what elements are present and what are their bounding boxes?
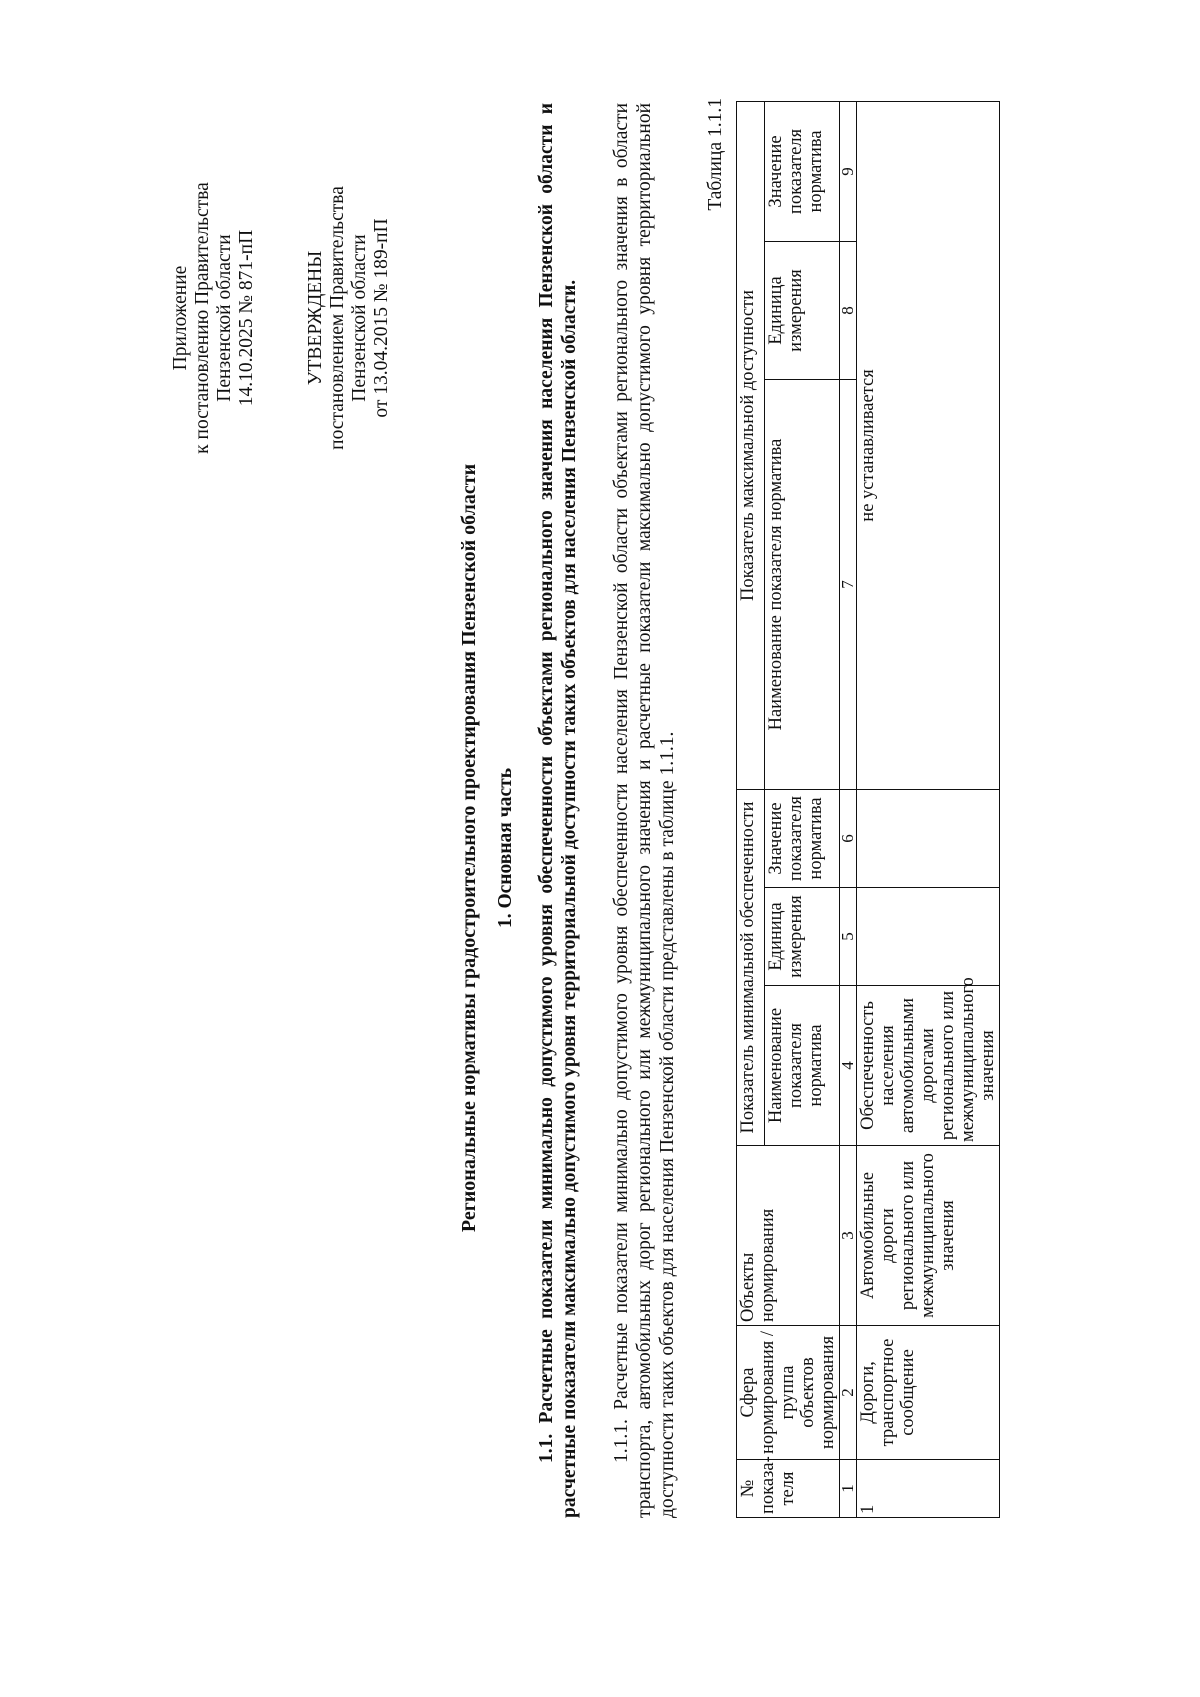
column-index: 1: [840, 1460, 857, 1518]
cell-min-unit: [857, 888, 1000, 986]
header-max-value: Значение показателя норматива: [764, 101, 839, 241]
header-max-name: Наименование показателя норматива: [764, 380, 839, 790]
approval-line: Пензенской области: [349, 234, 370, 402]
approval-approved-block: [305, 103, 393, 533]
cell-min-value: [857, 790, 1000, 888]
approval-line: к постановлению Правительства: [192, 182, 213, 454]
subsection-heading: 1.1. Расчетные показатели минимально допустимого уровня обеспеченности объектами регионального значения населения Пензенской области и расчетные показатели максимально допустимого уровня территориальной доступности таких объектов для населения Пензенской области.: [536, 103, 580, 1518]
column-index: 6: [840, 790, 857, 888]
approval-line: постановлением Правительства: [327, 186, 348, 450]
cell-max-merged: не устанавливается: [857, 101, 1000, 789]
norms-table: [736, 101, 1000, 1518]
header-min-value: Значение показателя норматива: [764, 790, 839, 888]
header-max-unit: Единица измерения: [764, 242, 839, 380]
column-index: 3: [840, 1146, 857, 1326]
column-index: 5: [840, 888, 857, 986]
approval-line: УТВЕРЖДЕНЫ: [305, 250, 326, 386]
header-sphere: Сфера нормирования / группа объектов нормирования: [737, 1326, 840, 1460]
column-index: 9: [840, 101, 857, 241]
header-min-unit: Единица измерения: [764, 888, 839, 986]
header-max-group: Показатель максимальной доступности: [737, 101, 765, 789]
table-header-row: [737, 101, 765, 1517]
table-row: [857, 101, 1000, 1517]
cell-number: 1: [857, 1460, 1000, 1518]
column-index: 7: [840, 380, 857, 790]
approval-line: Приложение: [170, 265, 191, 371]
header-min-group: Показатель минимальной обеспеченности: [737, 790, 765, 1146]
approval-line: от 13.04.2015 № 189-пП: [371, 218, 392, 418]
body-paragraph: 1.1.1. Расчетные показатели минимально допустимого уровня обеспеченности населения Пензенской области объектами регионального значения в области транспорта, автомобильных дорог регионального или межмуниципального значения и расчетные показатели максимально допустимого уровня территориальной доступности таких объектов для населения Пензенской области представлены в таблице 1.1.1.: [611, 103, 678, 1518]
table-index-row: [840, 101, 857, 1517]
approval-line: 14.10.2025 № 871-пП: [236, 229, 257, 407]
header-number: № показа-теля: [737, 1460, 840, 1518]
cell-sphere: Дороги, транспортное сообщение: [857, 1326, 1000, 1460]
approval-annex-block: [170, 103, 258, 533]
document-title: Региональные нормативы градостроительного проектирования Пензенской области: [458, 463, 480, 1233]
column-index: 8: [840, 242, 857, 380]
column-index: 4: [840, 986, 857, 1146]
table-caption: Таблица 1.1.1: [705, 98, 726, 211]
column-index: 2: [840, 1326, 857, 1460]
section-heading: 1. Основная часть: [495, 767, 516, 929]
rotated-document-page: [40, 38, 1160, 1658]
header-objects: Объекты нормирования: [737, 1146, 840, 1326]
header-min-name: Наименование показателя норматива: [764, 986, 839, 1146]
approval-line: Пензенской области: [214, 234, 235, 402]
cell-min-name: Обеспеченность населения автомобильными дорогами регионального или межмуниципального значения: [857, 986, 1000, 1146]
cell-objects: Автомобильные дороги регионального или межмуниципального значения: [857, 1146, 1000, 1326]
